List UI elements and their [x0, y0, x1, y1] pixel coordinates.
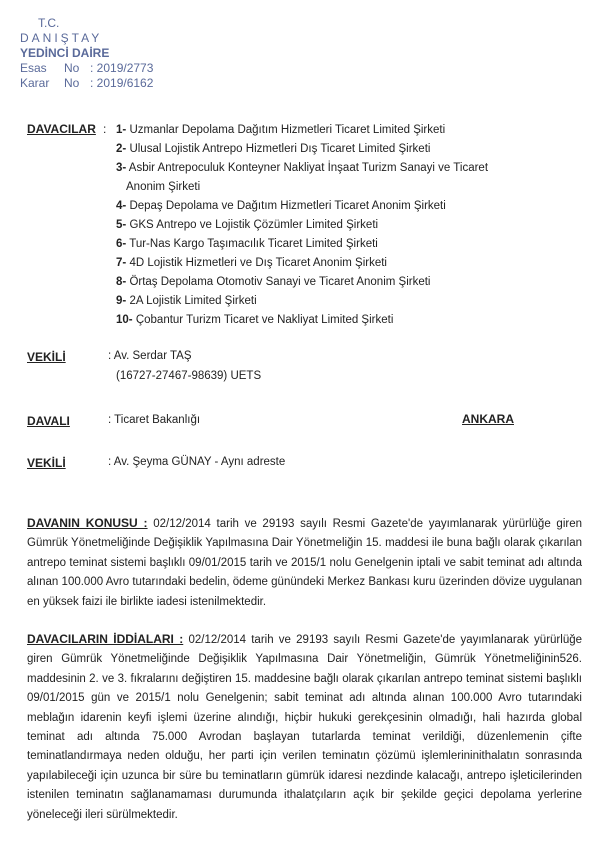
plaintiff-number: 8- — [116, 276, 127, 288]
davali-value: : Ticaret Bakanlığı — [108, 414, 201, 426]
plaintiff-list — [116, 121, 556, 330]
plaintiff-name: Uzmanlar Depolama Dağıtım Hizmetleri Ticaret Limited Şirketi — [129, 124, 446, 136]
plaintiff-number: 1- — [116, 124, 127, 136]
plaintiff-name: Çobantur Turizm Ticaret ve Nakliyat Limited Şirketi — [135, 314, 394, 326]
davacilar-label: DAVACILAR — [27, 122, 96, 136]
esas-value: : 2019/2773 — [90, 61, 154, 75]
header-tc: T.C. — [38, 16, 60, 30]
vekili-label: VEKİLİ — [27, 350, 66, 364]
davanin-konusu-text: 02/12/2014 tarih ve 29193 sayılı Resmi Gazete'de yayımlanarak yürürlüğe giren Gümrük Yönetmeliğinde Değişiklik Yapılmasına Dair Yönetmeliğin 15. maddesi ile buna bağlı olarak çıkarılan antrepo teminat sistemi başlıklı 09/01/2015 tarih ve 2015/1 nolu Genelgenin iptali ve sabit teminat adı altında alınan 100.000 Avro tutarındaki bedelin, ödeme günündeki Merkez Bankası kuru üzerinden dövize uygulanan en yüksek faizi ile birlikte iadesi istenilmektedir. — [27, 518, 582, 608]
plaintiff-item — [116, 254, 556, 273]
vekili-value: : Av. Serdar TAŞ — [108, 350, 192, 362]
header-chamber: YEDİNCİ DAİRE — [20, 46, 110, 60]
plaintiff-item — [116, 197, 556, 216]
plaintiff-number: 7- — [116, 257, 127, 269]
plaintiff-number: 2- — [116, 143, 127, 155]
header-esas-row — [20, 61, 153, 76]
plaintiff-name: Tur-Nas Kargo Taşımacılık Ticaret Limited Şirketi — [129, 238, 378, 250]
davacilarin-iddialari-label: DAVACILARIN İDDİALARI : — [27, 632, 184, 646]
plaintiff-number: 4- — [116, 200, 127, 212]
plaintiff-name-continued: Anonim Şirketi — [126, 181, 201, 193]
plaintiff-number: 10- — [116, 314, 133, 326]
esas-label: Esas — [20, 61, 47, 75]
plaintiff-name: Ulusal Lojistik Antrepo Hizmetleri Dış Ticaret Limited Şirketi — [129, 143, 431, 155]
plaintiff-item — [116, 292, 556, 311]
esas-no-label: No — [64, 61, 80, 75]
plaintiff-item — [116, 121, 556, 140]
plaintiff-name: Asbir Antrepoculuk Konteyner Nakliyat İnşaat Turizm Sanayi ve Ticaret — [128, 162, 489, 174]
plaintiff-number: 3- — [116, 162, 127, 174]
plaintiff-name: Depaş Depolama ve Dağıtım Hizmetleri Ticaret Anonim Şirketi — [129, 200, 446, 212]
davacilar-sep: : — [103, 122, 107, 136]
plaintiff-item — [116, 311, 556, 330]
header-court-name: DANIŞTAY — [20, 31, 103, 45]
davacilarin-iddialari-text: 02/12/2014 tarih ve 29193 sayılı Resmi Gazete'de yayımlanarak yürürlüğe giren Gümrük Yönetmeliğinde Değişiklik Yapılmasına Dair Yönetmeliğin, Gümrük Yönetmeliğinin526. maddesinin 2. ve 3. fıkralarını değiştiren 15. maddesine bağlı olarak çıkarılan antrepo teminat sistemi başlıklı 09/01/2015 gün ve 2015/1 nolu Genelgenin; sabit teminat adı altında alınan 100.000 Avro tutarındaki meblağın idarenin keyfi işlemi üzerine alındığı, hiçbir hukuki gerekçesinin olmadığı, hali hazırda global teminat adı altında 75.000 Avrodan başlayan tutarlarda teminat verildiği, düzenlemenin çifte teminatlandırmaya neden olduğu, her parti için verilen teminatın çözümü işlemlerininithalatın sonrasında yapılabileceği için uzunca bir süre bu teminatların gümrük idaresi nezdinde kalacağı, antrepo işleticilerinden istenilen teminatın sağlanamaması durumunda ithalatçıların açık bir şekilde geçici depolama yerlerine yöneleceği ileri sürülmektedir. — [27, 634, 583, 821]
plaintiff-item — [116, 159, 556, 197]
header-karar-row — [20, 76, 153, 91]
plaintiff-item — [116, 235, 556, 254]
court-header — [20, 16, 153, 91]
plaintiff-name: GKS Antrepo ve Lojistik Çözümler Limited Şirketi — [129, 219, 379, 231]
karar-no-label: No — [64, 76, 80, 90]
davanin-konusu-label: DAVANIN KONUSU : — [27, 516, 148, 530]
karar-value: : 2019/6162 — [90, 76, 154, 90]
davanin-konusu-paragraph — [27, 514, 582, 612]
plaintiff-name: 2A Lojistik Limited Şirketi — [129, 295, 257, 307]
plaintiff-item — [116, 273, 556, 292]
plaintiff-name: Örtaş Depolama Otomotiv Sanayi ve Ticaret Anonim Şirketi — [129, 276, 431, 288]
davali-vekili-label: VEKİLİ — [27, 456, 66, 470]
plaintiff-item — [116, 140, 556, 159]
karar-label: Karar — [20, 76, 50, 90]
davali-label: DAVALI — [27, 414, 70, 428]
plaintiff-name: 4D Lojistik Hizmetleri ve Dış Ticaret Anonim Şirketi — [129, 257, 387, 269]
davacilarin-iddialari-paragraph — [27, 630, 582, 825]
vekili-uets: (16727-27467-98639) UETS — [116, 370, 262, 382]
plaintiff-number: 9- — [116, 295, 127, 307]
plaintiff-number: 6- — [116, 238, 127, 250]
plaintiff-item — [116, 216, 556, 235]
davali-vekili-value: : Av. Şeyma GÜNAY - Aynı adreste — [108, 456, 286, 468]
plaintiff-number: 5- — [116, 219, 127, 231]
davali-city: ANKARA — [462, 412, 514, 426]
